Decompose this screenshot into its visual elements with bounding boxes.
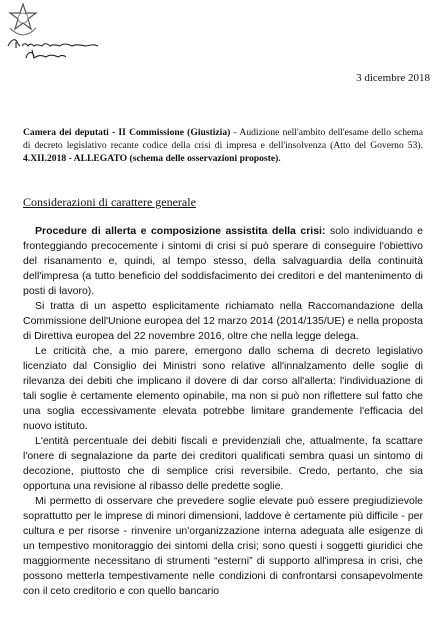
document-body [23, 224, 423, 599]
paragraph-text: Le criticità che, a mio parere, emergono dallo schema di decreto legislativo licenziato dal Consiglio dei Ministri sono relative all'innalzamento delle soglie di rilevanza dei debiti che implicano il dovere di dar corso all'allerta: l'individuazione di tali soglie è certamente elemento opinabile, ma non si può non riflettere sul fatto che una soglia eccessivamente elevata potrebbe limitare grandemente l'efficacia del nuovo istituto. [23, 345, 423, 432]
paragraph-text: Si tratta di un aspetto esplicitamente richiamato nella Raccomandazione della Commissione dell'Unione europea del 12 marzo 2014 (2014/135/UE) e nella proposta di Direttiva europea del 22 novembre 2016, oltre che nella legge delega. [23, 300, 423, 342]
paragraph-text: solo individuando e fronteggiando precocemente i sintomi di crisi si può sperare di conseguire l'obiettivo del risanamento e, quindi, al tempo stesso, della salvaguardia della continuità dell'impresa (a tutto beneficio del soddisfacimento dei creditori e del mantenimento di posti di lavoro). [23, 225, 423, 297]
paragraph [23, 434, 423, 494]
paragraph [23, 344, 423, 434]
heading-institution: Camera dei deputati - II Commissione (Giustizia) [23, 127, 231, 138]
paragraph-text: L'entità percentuale dei debiti fiscali e previdenziali che, attualmente, fa scattare l'onere di segnalazione da parte dei creditori qualificati sembra quasi un sintomo di decozione, piuttosto che di semplice crisi reversibile. Credo, pertanto, che sia opportuna una revisione al ribasso delle predette soglie. [23, 435, 423, 492]
paragraph-text: Mi permetto di osservare che prevedere soglie elevate può essere pregiudizievole soprattutto per le imprese di minori dimensioni, laddove è certamente più difficile - per cultura e per risorse - rinvenire un'organizzazione interna adeguata alle esigenze di un tempestivo monitoraggio dei sintomi della crisi; sono questi i soggetti giuridici che maggiormente necessitano di strumenti “esterni” di supporto all'impresa in crisi, che possono metterla tempestivamente nelle condizioni di confrontarsi consapevolmente con il ceto creditorio e con quello bancario [23, 495, 423, 597]
heading-description: - Audizione nell'ambito dell'esame dello schema di decreto legislativo recante codice della crisi di impresa e dell'insolvenza (Atto del Governo 53). [23, 127, 423, 151]
paragraph [23, 494, 423, 599]
document-date: 3 dicembre 2018 [356, 72, 430, 84]
document-heading [23, 126, 423, 165]
emblem-icon [6, 2, 40, 36]
heading-attachment: 4.XII.2018 - ALLEGATO (schema delle osservazioni proposte). [23, 153, 281, 164]
section-title: Considerazioni di carattere generale [23, 195, 196, 209]
paragraph [23, 299, 423, 344]
paragraph [23, 224, 423, 299]
signature-image [6, 34, 101, 60]
paragraph-lead: Procedure di allerta e composizione assistita della crisi: [35, 225, 326, 237]
